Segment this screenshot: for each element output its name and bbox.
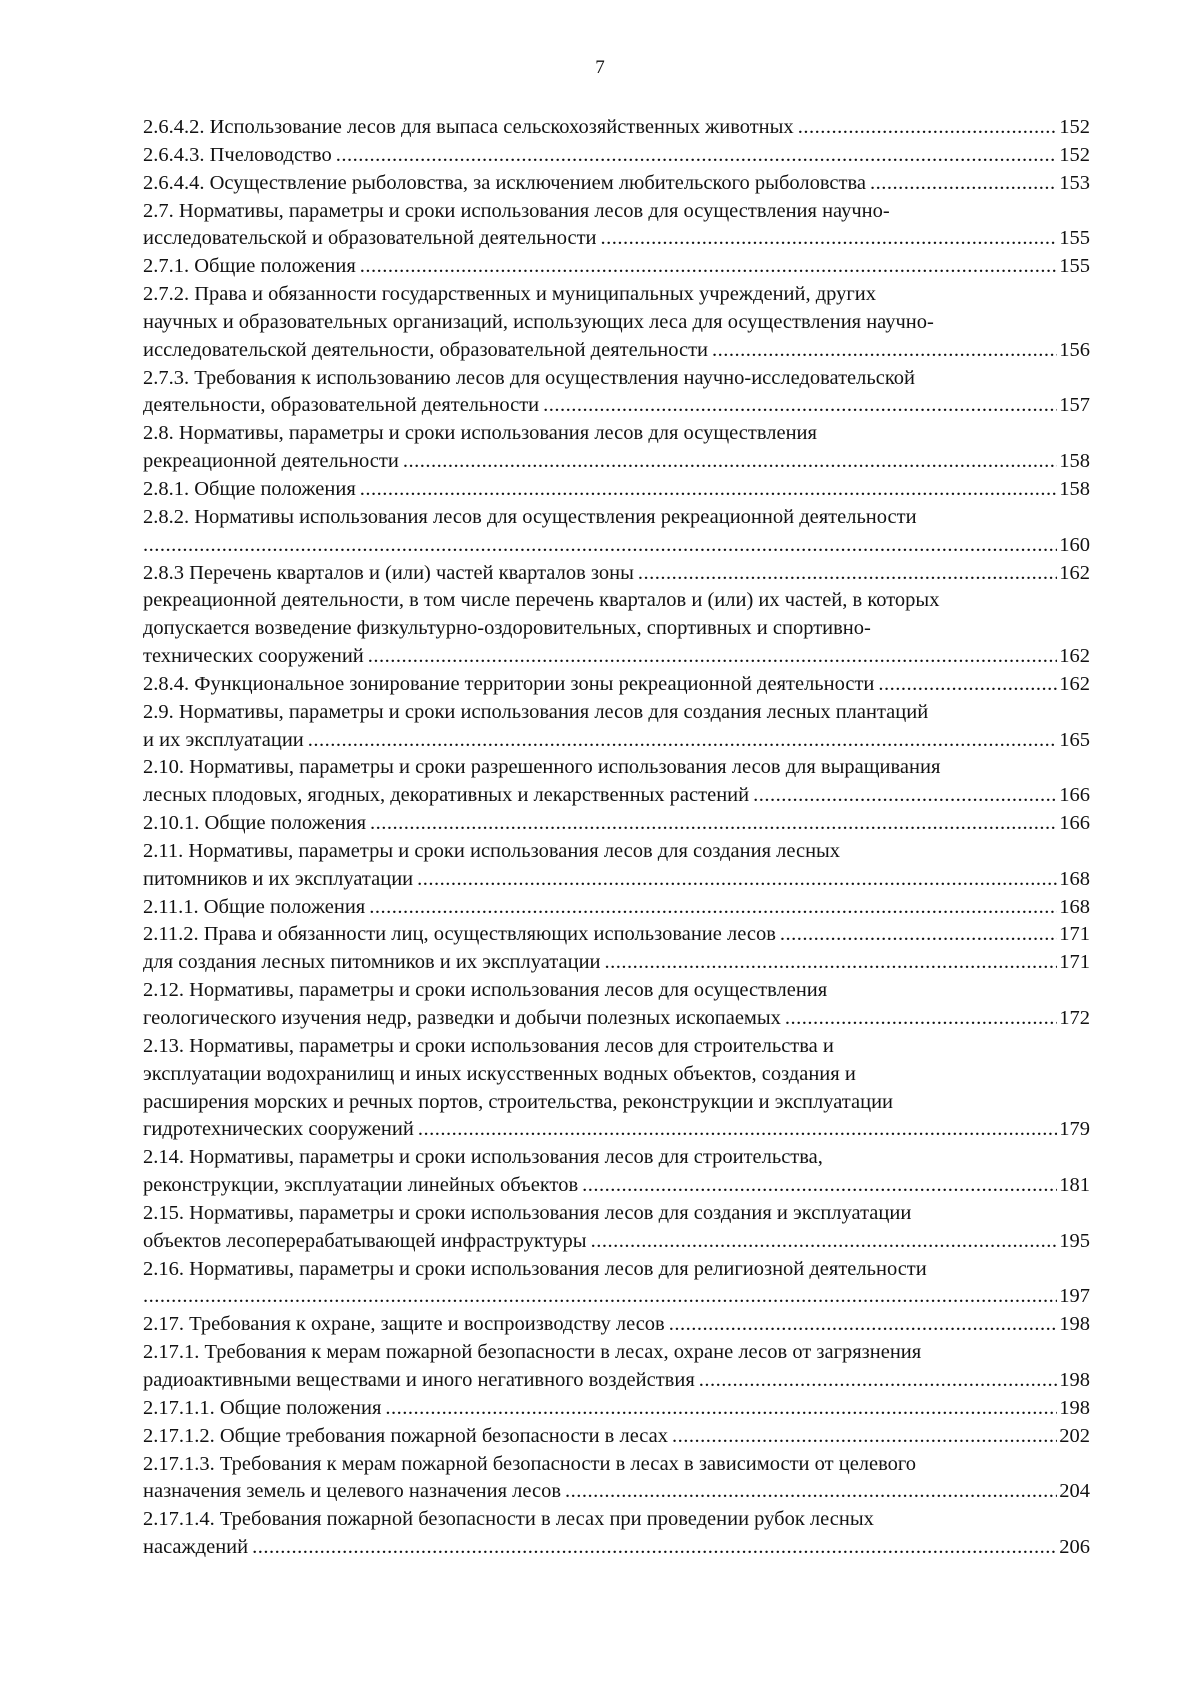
toc-entry-title: исследовательской деятельности, образовательной деятельности [143, 338, 709, 361]
toc-entry [143, 699, 1090, 727]
toc-entry-title: 2.11. Нормативы, параметры и сроки использования лесов для создания лесных [143, 839, 841, 862]
toc-entry [143, 560, 1090, 588]
toc-entry [143, 1256, 1090, 1284]
toc-entry [143, 754, 1090, 782]
toc-entry-title: 2.15. Нормативы, параметры и сроки использования лесов для создания и эксплуатации [143, 1201, 912, 1224]
toc-entry-page: 171 [1059, 951, 1090, 974]
dot-leader [369, 894, 1057, 922]
dot-leader [638, 560, 1057, 588]
toc-entry-title: 2.17.1.2. Общие требования пожарной безопасности в лесах [143, 1424, 669, 1447]
toc-entry [143, 420, 1090, 448]
toc-entry [143, 504, 1090, 532]
dot-leader [605, 949, 1058, 977]
toc-entry-page: 198 [1059, 1396, 1090, 1419]
dot-leader [543, 392, 1057, 420]
dot-leader [417, 866, 1057, 894]
toc-entry [143, 1367, 1090, 1395]
dot-leader [370, 810, 1057, 838]
toc-entry [143, 365, 1090, 393]
toc-entry-title: радиоактивными веществами и иного негативного воздействия [143, 1368, 695, 1391]
toc-entry [143, 309, 1090, 337]
dot-leader [368, 643, 1057, 671]
toc-entry-title: 2.6.4.3. Пчеловодство [143, 143, 332, 166]
toc-entry-title: насаждений [143, 1536, 249, 1559]
dot-leader [565, 1478, 1057, 1506]
toc-entry [143, 198, 1090, 226]
toc-entry-page: 153 [1059, 171, 1090, 194]
toc-entry-title: допускается возведение физкультурно-оздоровительных, спортивных и спортивно- [143, 617, 871, 640]
toc-entry-page: 162 [1059, 645, 1090, 668]
toc-entry [143, 1311, 1090, 1339]
toc-entry [143, 921, 1090, 949]
toc-entry [143, 866, 1090, 894]
toc-entry [143, 810, 1090, 838]
toc-entry-page: 155 [1059, 255, 1090, 278]
dot-leader [360, 476, 1058, 504]
toc-entry [143, 977, 1090, 1005]
toc-entry [143, 225, 1090, 253]
toc-entry-title: 2.8.1. Общие положения [143, 477, 356, 500]
toc-entry-title: деятельности, образовательной деятельности [143, 394, 540, 417]
toc-entry-title: 2.8.2. Нормативы использования лесов для осуществления рекреационной деятельности [143, 505, 917, 528]
toc-entry [143, 587, 1090, 615]
dot-leader [798, 114, 1058, 142]
toc-entry [143, 1339, 1090, 1367]
toc-entry [143, 1506, 1090, 1534]
dot-leader [403, 448, 1057, 476]
dot-leader [785, 1005, 1057, 1033]
toc-entry-title: 2.7. Нормативы, параметры и сроки использования лесов для осуществления научно- [143, 199, 890, 222]
dot-leader [669, 1311, 1058, 1339]
toc-entry-title: и их эксплуатации [143, 728, 304, 751]
dot-leader [699, 1367, 1057, 1395]
dot-leader [878, 671, 1057, 699]
toc-entry-page: 157 [1059, 394, 1090, 417]
dot-leader [591, 1228, 1058, 1256]
toc-entry [143, 671, 1090, 699]
toc-entry-page: 160 [1059, 533, 1090, 556]
toc-entry-title: научных и образовательных организаций, использующих леса для осуществления научно- [143, 310, 934, 333]
toc-entry [143, 1451, 1090, 1479]
toc-entry-title: 2.10.1. Общие положения [143, 812, 366, 835]
toc-entry [143, 1395, 1090, 1423]
dot-leader [143, 532, 1057, 560]
toc-entry-title: 2.14. Нормативы, параметры и сроки использования лесов для строительства, [143, 1146, 823, 1169]
toc-entry-page: 204 [1059, 1480, 1090, 1503]
toc-entry-title: объектов лесоперерабатывающей инфраструктуры [143, 1229, 587, 1252]
dot-leader [753, 782, 1057, 810]
toc-entry-title: исследовательской и образовательной деятельности [143, 227, 597, 250]
toc-entry [143, 281, 1090, 309]
toc-entry-title: 2.17. Требования к охране, защите и воспроизводству лесов [143, 1313, 665, 1336]
toc-entry-page: 202 [1059, 1424, 1090, 1447]
toc-entry-title: 2.17.1. Требования к мерам пожарной безопасности в лесах, охране лесов от загрязнения [143, 1341, 922, 1364]
toc-entry-page: 155 [1059, 227, 1090, 250]
dot-leader [870, 170, 1057, 198]
dot-leader [601, 225, 1058, 253]
dot-leader [418, 1116, 1057, 1144]
toc-entry [143, 894, 1090, 922]
toc-entry-title: рекреационной деятельности, в том числе перечень кварталов и (или) их частей, в которых [143, 589, 940, 612]
toc-entry-page: 156 [1059, 338, 1090, 361]
dot-leader [582, 1172, 1057, 1200]
toc-entry-page: 152 [1059, 116, 1090, 138]
toc-entry [143, 1283, 1090, 1311]
toc-entry [143, 1534, 1090, 1562]
toc-entry [143, 1172, 1090, 1200]
toc-entry [143, 114, 1090, 142]
toc-entry [143, 170, 1090, 198]
toc-entry-page: 152 [1059, 143, 1090, 166]
toc-entry-title: технических сооружений [143, 645, 364, 668]
toc-entry-title: 2.7.1. Общие положения [143, 255, 356, 278]
dot-leader [143, 1283, 1057, 1311]
toc-entry-title: лесных плодовых, ягодных, декоративных и лекарственных растений [143, 784, 750, 807]
toc-entry-page: 198 [1059, 1368, 1090, 1391]
toc-entry-title: 2.17.1.3. Требования к мерам пожарной безопасности в лесах в зависимости от целевого [143, 1452, 917, 1475]
toc-entry-title: гидротехнических сооружений [143, 1118, 414, 1141]
toc-entry-title: 2.11.2. Права и обязанности лиц, осуществляющих использование лесов [143, 923, 776, 946]
toc-entry [143, 727, 1090, 755]
toc-entry [143, 643, 1090, 671]
toc-entry-title: 2.6.4.2. Использование лесов для выпаса сельскохозяйственных животных [143, 116, 794, 138]
toc-entry [143, 1033, 1090, 1061]
toc-entry [143, 949, 1090, 977]
toc-entry [143, 838, 1090, 866]
toc-entry-title: 2.8.4. Функциональное зонирование территории зоны рекреационной деятельности [143, 672, 875, 695]
dot-leader [780, 921, 1057, 949]
toc-entry-title: эксплуатации водохранилищ и иных искусственных водных объектов, создания и [143, 1062, 856, 1085]
toc-entry [143, 1228, 1090, 1256]
toc-entry [143, 448, 1090, 476]
toc-entry-page: 168 [1059, 895, 1090, 918]
toc-entry [143, 337, 1090, 365]
toc-entry-page: 198 [1059, 1313, 1090, 1336]
toc-entry [143, 1144, 1090, 1172]
toc-entry-page: 195 [1059, 1229, 1090, 1252]
page-number: 7 [595, 57, 605, 78]
dot-leader [360, 253, 1058, 281]
toc-entry [143, 1005, 1090, 1033]
toc-entry-title: 2.7.3. Требования к использованию лесов для осуществления научно-исследовательской [143, 366, 915, 389]
toc-entry [143, 1116, 1090, 1144]
toc-entry [143, 253, 1090, 281]
dot-leader [672, 1423, 1057, 1451]
dot-leader [385, 1395, 1057, 1423]
toc-entry-title: 2.8.3 Перечень кварталов и (или) частей кварталов зоны [143, 561, 634, 584]
toc-entry-title: 2.10. Нормативы, параметры и сроки разрешенного использования лесов для выращивания [143, 756, 941, 779]
toc-entry-title: 2.13. Нормативы, параметры и сроки использования лесов для строительства и [143, 1034, 834, 1057]
toc-entry-title: 2.9. Нормативы, параметры и сроки использования лесов для создания лесных плантаций [143, 700, 929, 723]
toc-entry-page: 172 [1059, 1007, 1090, 1029]
dot-leader [308, 727, 1057, 755]
toc-entry [143, 1478, 1090, 1506]
toc-entry-title: 2.7.2. Права и обязанности государственных и муниципальных учреждений, других [143, 283, 877, 306]
toc-entry-page: 168 [1059, 867, 1090, 890]
toc-entry-page: 179 [1059, 1118, 1090, 1141]
toc-entry-title: рекреационной деятельности [143, 450, 399, 473]
toc-entry-title: реконструкции, эксплуатации линейных объектов [143, 1174, 579, 1197]
toc-entry-page: 162 [1059, 672, 1090, 695]
dot-leader [712, 337, 1057, 365]
toc-entry [143, 1089, 1090, 1117]
toc-entry-title: 2.11.1. Общие положения [143, 895, 366, 918]
toc-entry-page: 197 [1059, 1285, 1090, 1308]
toc-entry-title: питомников и их эксплуатации [143, 867, 414, 890]
toc-entry-page: 158 [1059, 477, 1090, 500]
dot-leader [336, 142, 1057, 170]
toc-entry [143, 142, 1090, 170]
toc-entry [143, 532, 1090, 560]
toc-entry [143, 782, 1090, 810]
toc-entry-page: 166 [1059, 812, 1090, 835]
toc-entry [143, 615, 1090, 643]
toc-entry-page: 181 [1059, 1174, 1090, 1197]
toc-entry [143, 1061, 1090, 1089]
toc-entry [143, 476, 1090, 504]
toc-entry-title: геологического изучения недр, разведки и добычи полезных ископаемых [143, 1007, 781, 1029]
toc-entry-page: 206 [1059, 1536, 1090, 1559]
table-of-contents [143, 114, 1090, 1562]
toc-entry-page: 165 [1059, 728, 1090, 751]
toc-entry-title: 2.17.1.1. Общие положения [143, 1396, 382, 1419]
toc-entry-title: для создания лесных питомников и их эксплуатации [143, 951, 601, 974]
toc-entry [143, 1200, 1090, 1228]
toc-entry-page: 166 [1059, 784, 1090, 807]
toc-entry-title: назначения земель и целевого назначения лесов [143, 1480, 562, 1503]
toc-entry-title: 2.8. Нормативы, параметры и сроки использования лесов для осуществления [143, 422, 817, 445]
toc-entry-title: расширения морских и речных портов, строительства, реконструкции и эксплуатации [143, 1090, 894, 1113]
dot-leader [252, 1534, 1057, 1562]
toc-entry [143, 392, 1090, 420]
toc-entry-title: 2.12. Нормативы, параметры и сроки использования лесов для осуществления [143, 979, 828, 1002]
toc-entry-page: 171 [1059, 923, 1090, 946]
toc-entry-title: 2.17.1.4. Требования пожарной безопасности в лесах при проведении рубок лесных [143, 1508, 874, 1531]
toc-entry-page: 158 [1059, 450, 1090, 473]
toc-entry-title: 2.16. Нормативы, параметры и сроки использования лесов для религиозной деятельности [143, 1257, 927, 1280]
toc-entry-page: 162 [1059, 561, 1090, 584]
toc-entry-title: 2.6.4.4. Осуществление рыболовства, за исключением любительского рыболовства [143, 171, 866, 194]
toc-entry [143, 1423, 1090, 1451]
